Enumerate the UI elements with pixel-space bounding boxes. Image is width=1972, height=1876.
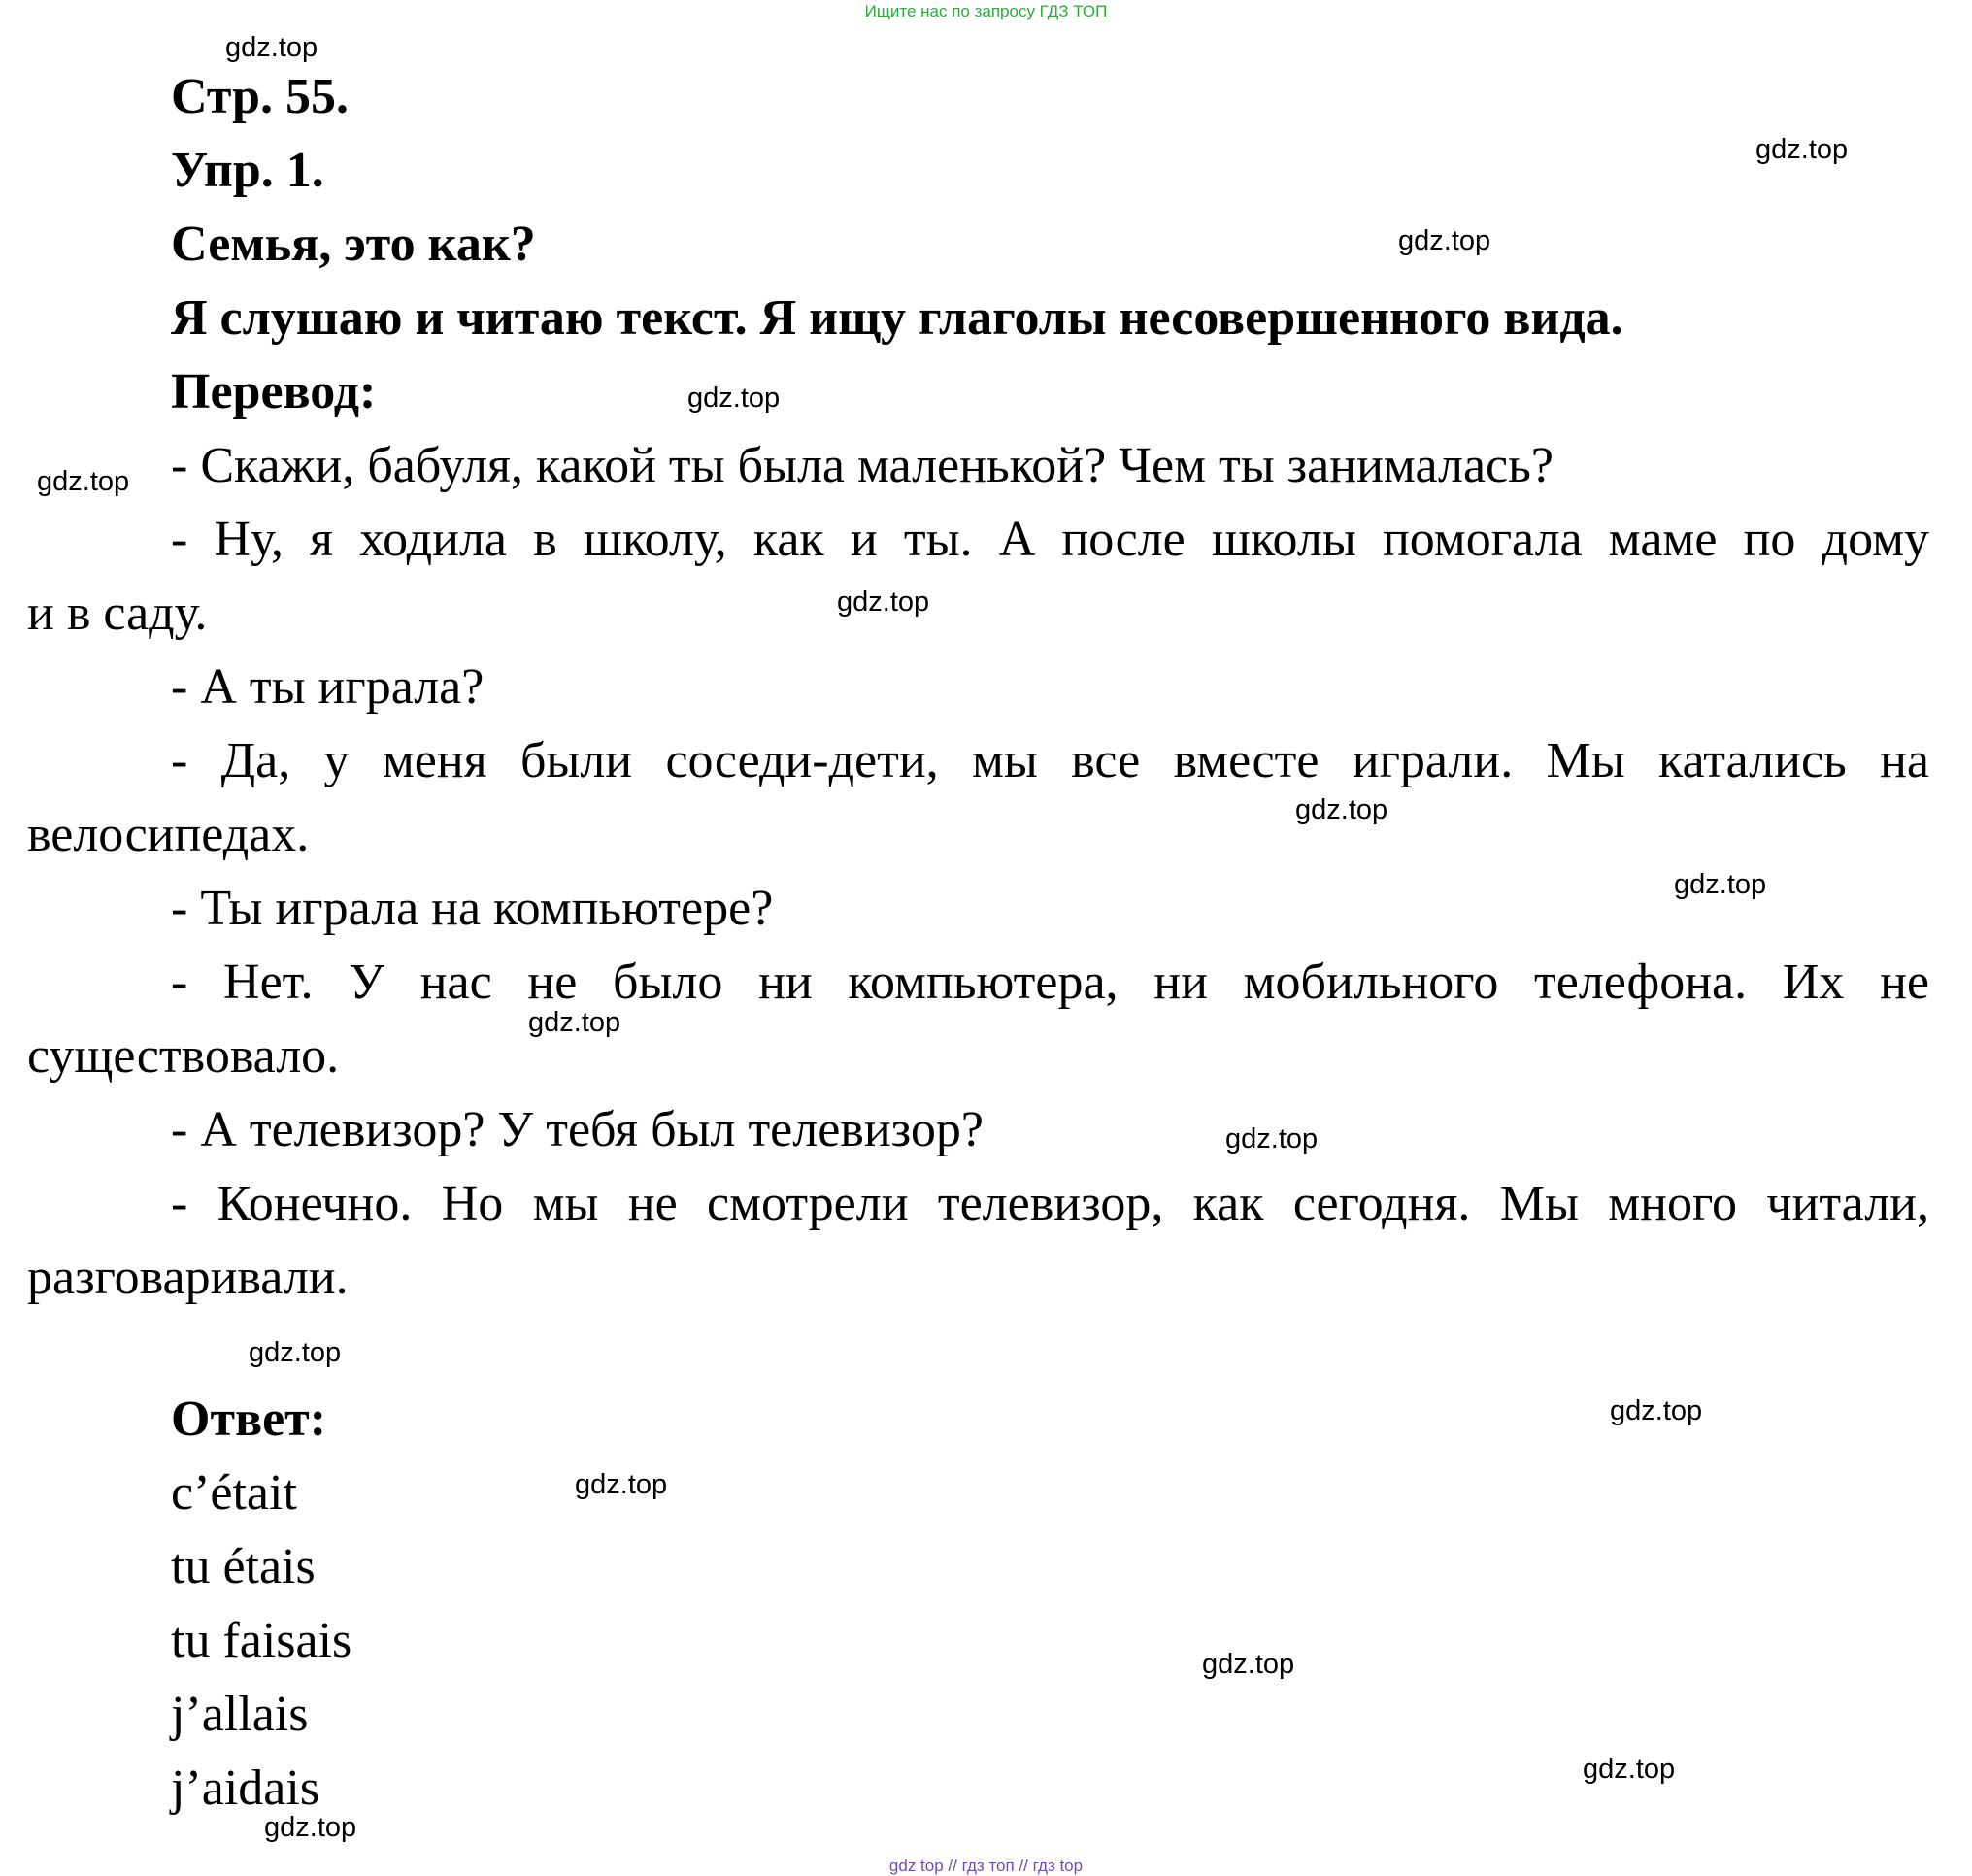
answer-item: j’allais xyxy=(171,1687,309,1742)
watermark: gdz.top xyxy=(1583,1754,1676,1785)
dialogue-line-continuation: существовало. xyxy=(27,1028,340,1084)
watermark: gdz.top xyxy=(37,466,130,497)
answer-label: Ответ: xyxy=(171,1391,327,1447)
dialogue-line xyxy=(171,954,1929,1012)
watermark: gdz.top xyxy=(528,1007,621,1038)
dialogue-line-text: - Ну, я ходила в школу, как и ты. А после школы помогала маме по дому xyxy=(171,512,1929,567)
answer-item: j’aidais xyxy=(171,1760,320,1816)
watermark: gdz.top xyxy=(837,586,930,618)
exercise-number: Упр. 1. xyxy=(171,143,324,198)
dialogue-line: - Скажи, бабуля, какой ты была маленькой? Чем ты занималась? xyxy=(171,438,1554,493)
watermark: gdz.top xyxy=(1202,1649,1295,1680)
answer-item: tu faisais xyxy=(171,1613,352,1668)
exercise-title: Семья, это как? xyxy=(171,217,536,272)
watermark: gdz.top xyxy=(575,1469,668,1500)
dialogue-line-text: - Нет. У нас не было ни компьютера, ни мобильного телефона. Их не xyxy=(171,955,1929,1010)
task-text: Я слушаю и читаю текст. Я ищу глаголы несовершенного вида. xyxy=(171,290,1623,346)
translation-label: Перевод: xyxy=(171,364,377,419)
watermark: gdz.top xyxy=(264,1812,357,1843)
watermark: gdz.top xyxy=(1225,1123,1319,1155)
watermark: gdz.top xyxy=(1295,794,1388,825)
watermark: gdz.top xyxy=(1674,869,1767,900)
dialogue-line-continuation: и в саду. xyxy=(27,586,208,641)
answer-item: c’était xyxy=(171,1465,297,1521)
dialogue-line-continuation: разговаривали. xyxy=(27,1250,349,1305)
watermark: gdz.top xyxy=(225,32,318,63)
bottom-banner: gdz top // гдз топ // гдз top xyxy=(888,1857,1084,1875)
dialogue-line xyxy=(171,1175,1929,1233)
watermark: gdz.top xyxy=(249,1337,342,1368)
answer-item: tu étais xyxy=(171,1539,316,1594)
dialogue-line-text: - Да, у меня были соседи-дети, мы все вместе играли. Мы катались на xyxy=(171,733,1929,788)
dialogue-line: - А телевизор? У тебя был телевизор? xyxy=(171,1102,984,1157)
dialogue-line xyxy=(171,511,1929,569)
dialogue-line: - А ты играла? xyxy=(171,659,485,715)
dialogue-line: - Ты играла на компьютере? xyxy=(171,881,774,936)
dialogue-line-continuation: велосипедах. xyxy=(27,807,310,862)
watermark: gdz.top xyxy=(1398,225,1491,256)
dialogue-line xyxy=(171,732,1929,790)
watermark: gdz.top xyxy=(1610,1395,1703,1426)
dialogue-line-text: - Конечно. Но мы не смотрели телевизор, как сегодня. Мы много читали, xyxy=(171,1176,1929,1231)
watermark: gdz.top xyxy=(1755,134,1849,165)
top-banner: Ищите нас по запросу ГДЗ ТОП xyxy=(864,2,1108,20)
watermark: gdz.top xyxy=(687,383,781,414)
page-number: Стр. 55. xyxy=(171,69,349,124)
